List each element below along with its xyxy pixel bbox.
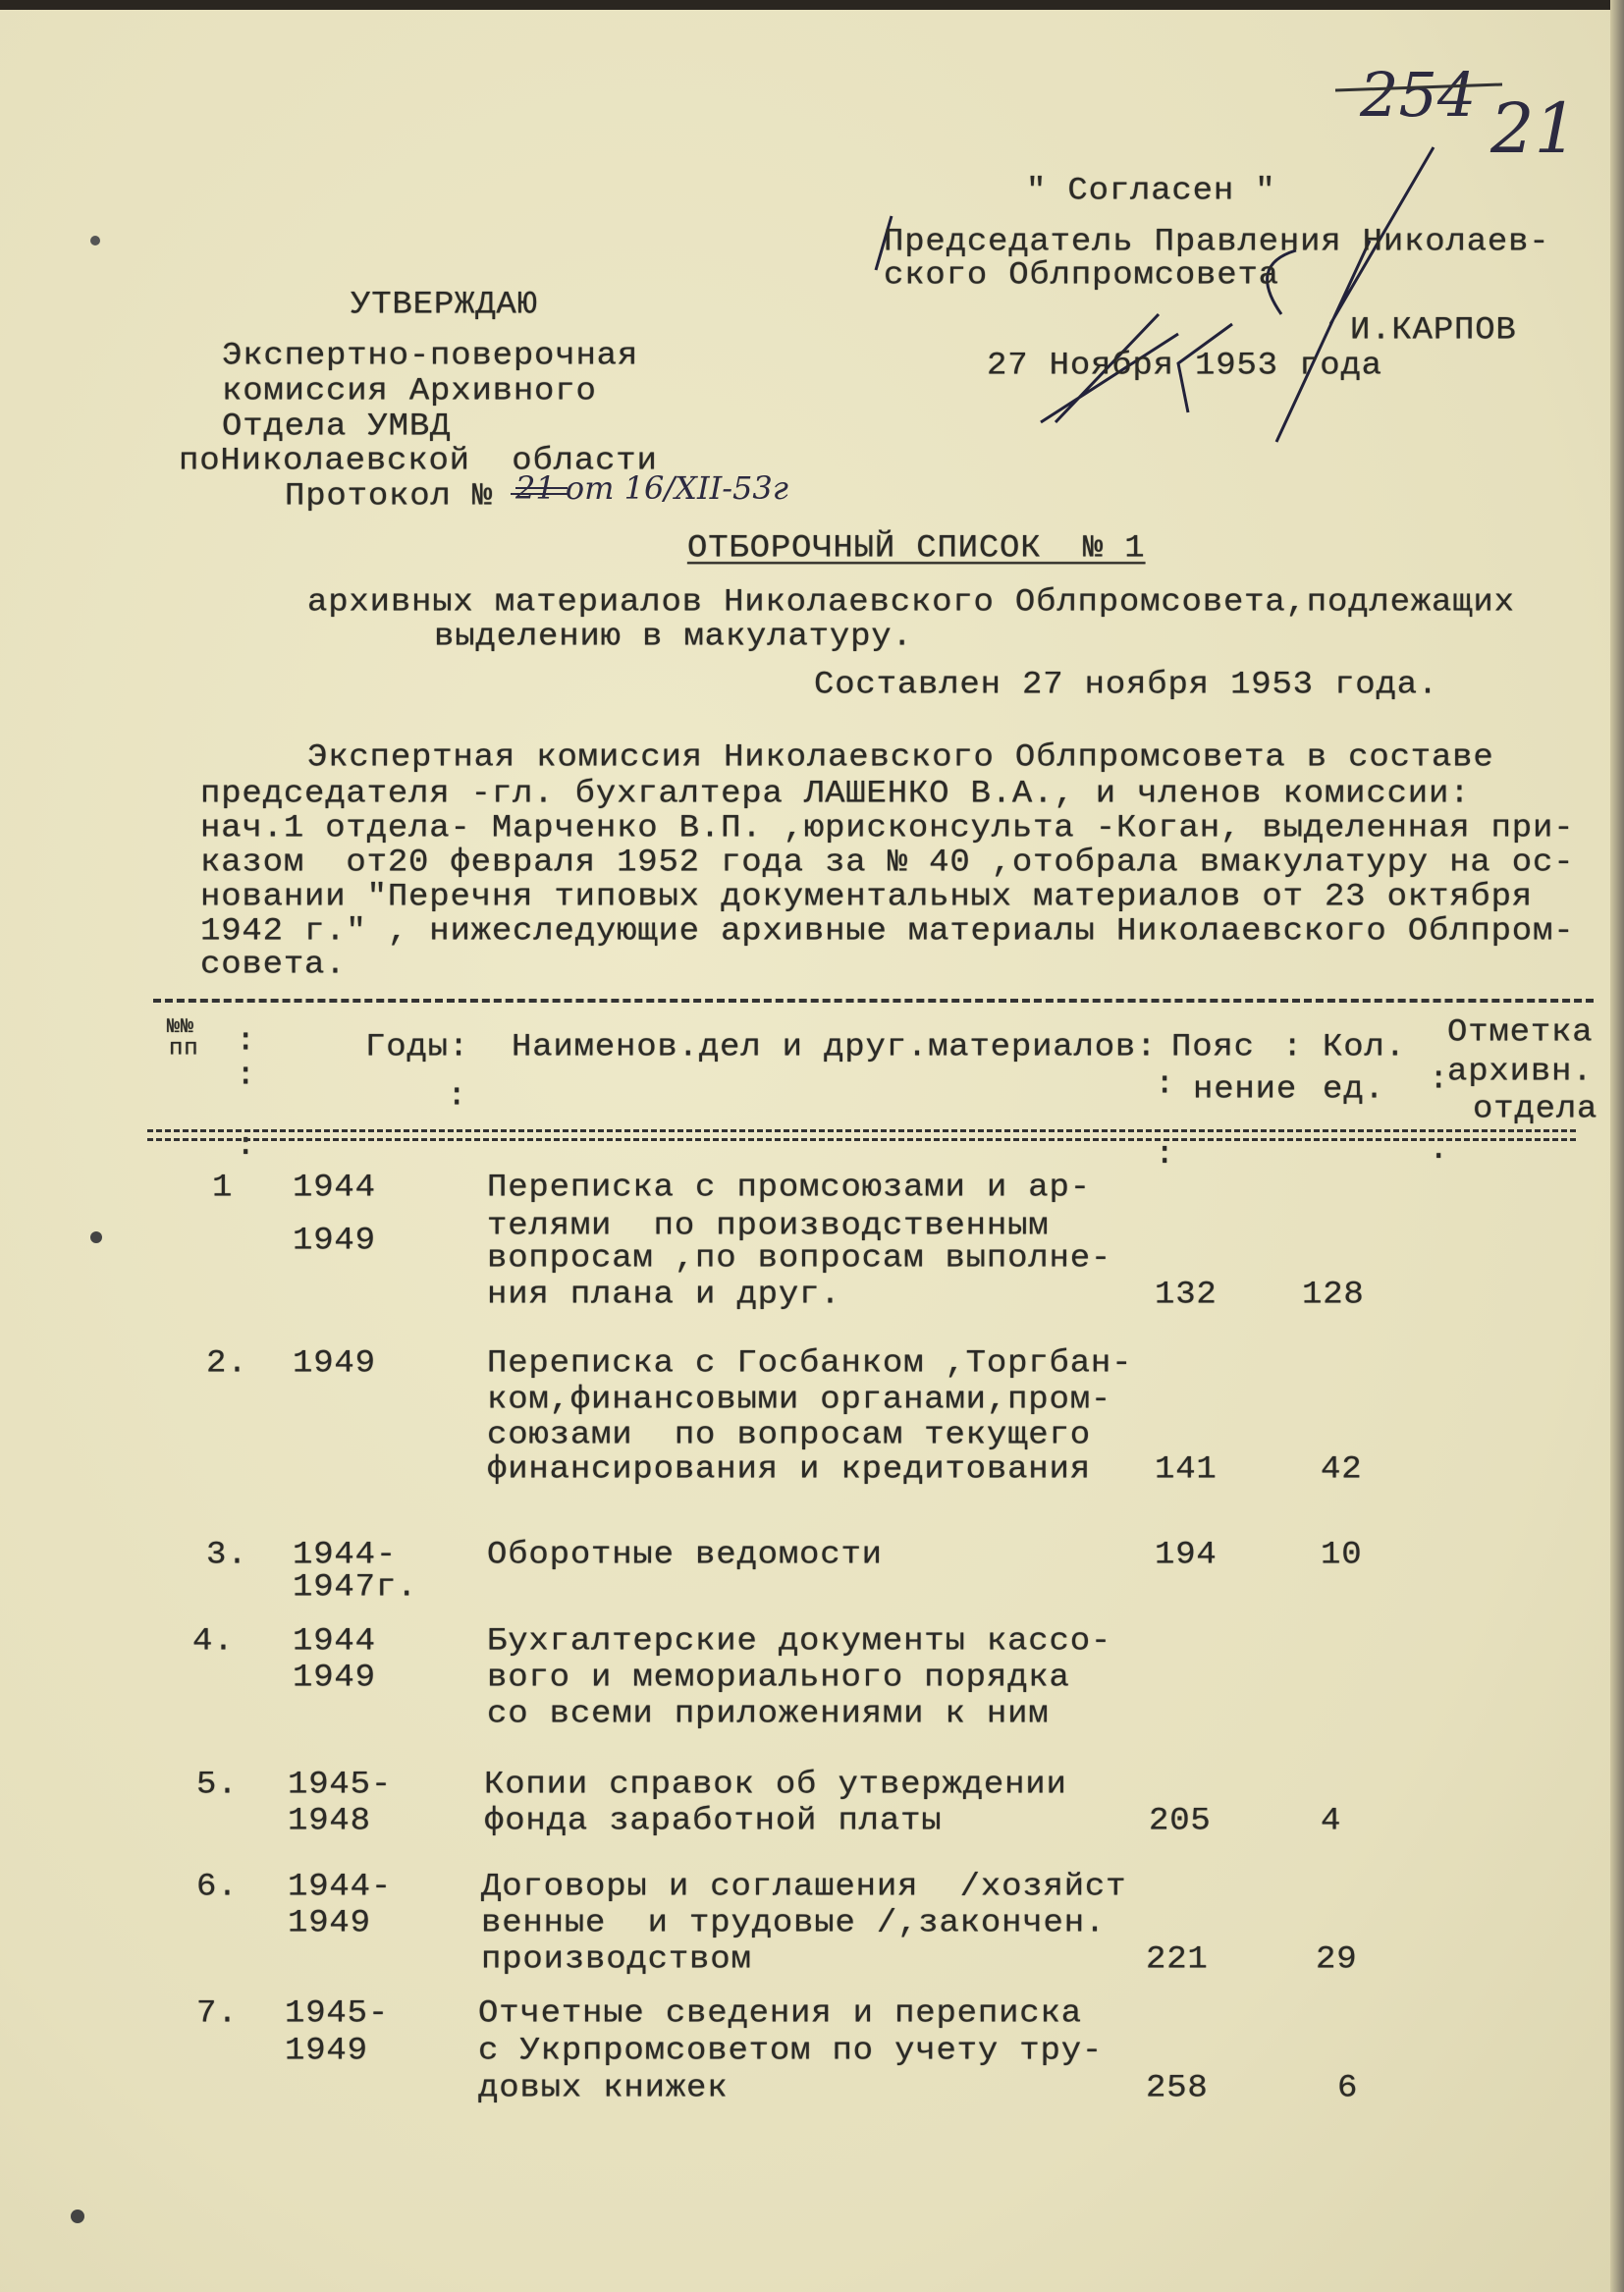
header-dots: : : [1155, 1066, 1176, 1173]
agreed-position-line2: ского Облпромсовета [884, 257, 1279, 295]
row-num: 7. [196, 1995, 239, 2033]
row-name: ком,финансовыми органами,пром- [487, 1382, 1112, 1419]
header-years: Годы: [365, 1029, 470, 1066]
row-years: 1944- [288, 1869, 393, 1906]
row-years: 1944 [293, 1170, 376, 1207]
row-years: 1944 [293, 1623, 376, 1661]
header-num: пп [169, 1036, 199, 1063]
row-years: 1949 [288, 1905, 371, 1942]
list-subtitle: архивных материалов Николаевского Облпромсовета,подлежащих [307, 584, 1515, 622]
approve-title: УТВЕРЖДАЮ [351, 287, 538, 324]
row-num: 2. [206, 1345, 248, 1383]
table-top-rule [153, 999, 1594, 1003]
row-name: вопросам ,по вопросам выполне- [487, 1240, 1112, 1278]
row-name: производством [481, 1941, 752, 1979]
row-name: финансирования и кредитования [487, 1451, 1091, 1489]
archive-number: 21 [1490, 88, 1579, 169]
approve-line: поНиколаевской области [179, 443, 658, 480]
row-qty: 10 [1321, 1537, 1363, 1574]
header-note: Пояс [1171, 1029, 1255, 1066]
row-name: Оборотные ведомости [487, 1537, 883, 1574]
header-sep: : [1282, 1029, 1304, 1066]
row-name: фонда заработной платы [484, 1803, 943, 1840]
row-num: 5. [196, 1767, 239, 1804]
body-line: совета. [200, 947, 347, 984]
row-years: 1949 [293, 1660, 376, 1697]
row-note: 205 [1149, 1803, 1212, 1840]
punch-mark [90, 236, 100, 246]
row-name: вого и мемориального порядка [487, 1660, 1070, 1697]
header-note: нение [1193, 1071, 1298, 1109]
row-note: 132 [1155, 1277, 1218, 1314]
header-qty: Кол. [1323, 1029, 1406, 1066]
row-years: 1949 [293, 1345, 376, 1383]
punch-mark [71, 2210, 84, 2223]
header-dots: : : : [236, 1023, 257, 1165]
row-years: 1949 [285, 2033, 368, 2070]
row-name: довых книжек [478, 2070, 729, 2107]
header-dots: : [447, 1078, 468, 1116]
row-name: венные и трудовые /,закончен. [481, 1905, 1107, 1942]
approve-line: комиссия Архивного [222, 373, 597, 410]
row-note: 221 [1146, 1941, 1209, 1979]
row-years: 1945- [288, 1767, 393, 1804]
row-name: Договоры и соглашения /хозяйст [481, 1869, 1127, 1906]
row-num: 3. [206, 1537, 248, 1574]
body-line: Экспертная комиссия Николаевского Облпромсовета в составе [307, 739, 1494, 777]
header-mark: Отметка [1447, 1014, 1594, 1052]
row-num: 6. [196, 1869, 239, 1906]
row-qty: 42 [1321, 1451, 1363, 1489]
row-note: 194 [1155, 1537, 1218, 1574]
row-note: 141 [1155, 1451, 1218, 1489]
row-name: Копии справок об утверждении [484, 1767, 1067, 1804]
protocol-number: 21 от 16/XII-53г [515, 469, 788, 507]
row-name: с Укрпромсоветом по учету тру- [478, 2033, 1104, 2070]
row-name: со всеми приложениями к ним [487, 1696, 1050, 1733]
row-num: 4. [192, 1623, 235, 1661]
row-years: 1949 [293, 1223, 376, 1260]
agreed-position-line1: Председатель Правления Николаев- [884, 224, 1550, 261]
punch-mark [90, 1231, 102, 1243]
approve-line: Отдела УМВД [222, 409, 452, 446]
body-line: новании "Перечня типовых документальных материалов от 23 октября [200, 879, 1534, 916]
row-qty: 29 [1316, 1941, 1358, 1979]
protocol-label: Протокол № [285, 478, 494, 516]
row-name: телями по производственным [487, 1208, 1050, 1245]
header-mark: архивн. [1447, 1054, 1594, 1091]
row-qty: 4 [1321, 1803, 1342, 1840]
agreed-signer: И.КАРПОВ [1350, 312, 1517, 350]
body-line: казом от20 февраля 1952 года за № 40 ,отобрала вмакулатуру на ос- [200, 845, 1575, 882]
row-name: Бухгалтерские документы кассо- [487, 1623, 1112, 1661]
agreed-date: 27 Ноября 1953 года [987, 348, 1382, 385]
header-name: Наименов.дел и друг.материалов: [512, 1029, 1158, 1066]
agreed-title: " Согласен " [1026, 173, 1276, 210]
composed-date: Составлен 27 ноября 1953 года. [814, 667, 1439, 704]
header-num: №№ [167, 1014, 195, 1039]
row-name: союзами по вопросам текущего [487, 1417, 1091, 1454]
row-num: 1 [212, 1170, 234, 1207]
archive-number-struck: 254 [1360, 59, 1477, 131]
header-dots: : . [1429, 1062, 1450, 1168]
row-years: 1948 [288, 1803, 371, 1840]
body-line: председателя -гл. бухгалтера ЛАШЕНКО В.А., и членов комиссии: [200, 776, 1471, 813]
row-years: 1947г. [293, 1569, 418, 1607]
body-line: нач.1 отдела- Марченко В.П. ,юрисконсульта -Коган, выделенная при- [200, 810, 1575, 847]
row-name: Отчетные сведения и переписка [478, 1995, 1082, 2033]
row-name: ния плана и друг. [487, 1277, 841, 1314]
row-qty: 6 [1337, 2070, 1359, 2107]
table-header-rule [147, 1129, 1576, 1141]
row-years: 1944- [293, 1537, 398, 1574]
header-qty: ед. [1323, 1071, 1385, 1109]
header-mark: отдела [1473, 1091, 1598, 1128]
row-years: 1945- [285, 1995, 390, 2033]
list-subtitle: выделению в макулатуру. [434, 619, 913, 656]
approve-line: Экспертно-поверочная [222, 338, 639, 375]
row-qty: 128 [1302, 1277, 1365, 1314]
body-line: 1942 г." , нижеследующие архивные материалы Николаевского Облпром- [200, 913, 1575, 951]
row-name: Переписка с Госбанком ,Торгбан- [487, 1345, 1133, 1383]
list-title: ОТБОРОЧНЫЙ СПИСОК № 1 [687, 530, 1146, 568]
row-name: Переписка с промсоюзами и ар- [487, 1170, 1091, 1207]
row-note: 258 [1146, 2070, 1209, 2107]
